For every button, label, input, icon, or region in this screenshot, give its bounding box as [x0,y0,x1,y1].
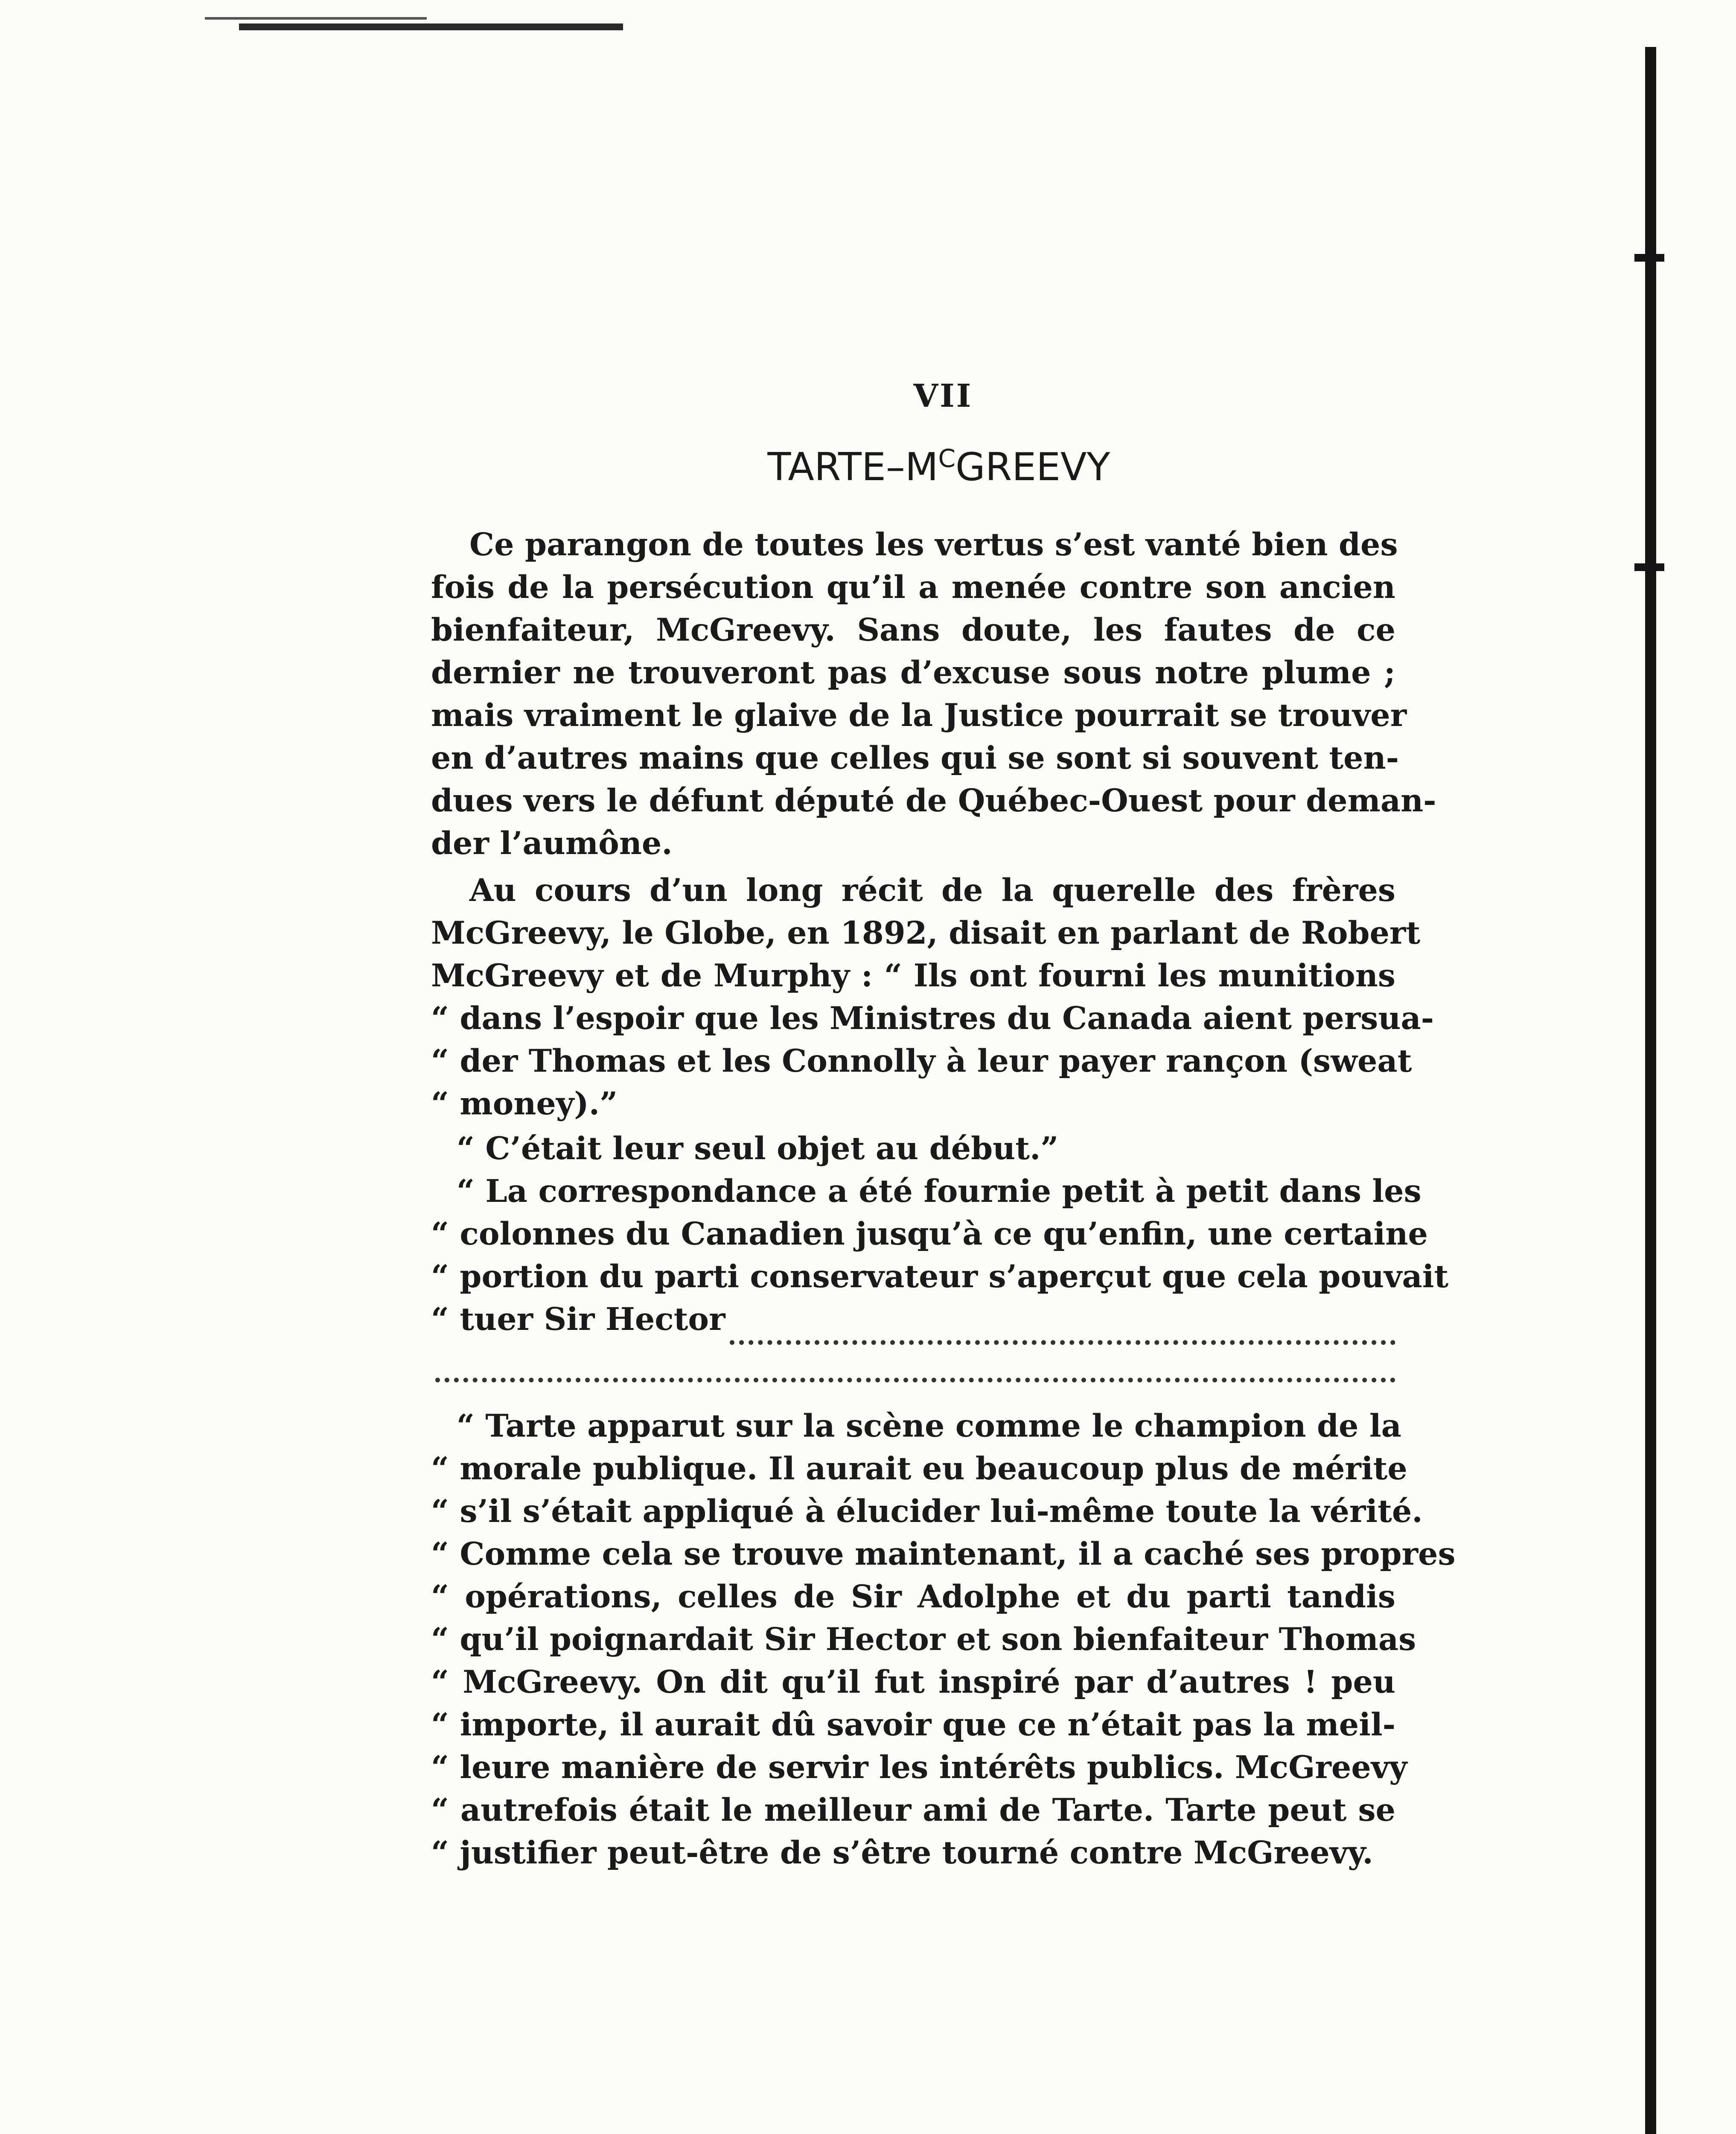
text-line: “ justifier peut-être de s’être tourné contre McGreevy. [431,1834,1373,1871]
text-line: fois de la persécution qu’il a menée contre son ancien [431,569,1395,606]
text-line: dernier ne trouveront pas d’excuse sous notre plume ; [431,654,1395,691]
binding-notch [1634,563,1664,571]
text-line: Ce parangon de toutes les vertus s’est vanté bien des [469,526,1398,563]
text-line: “ Comme cela se trouve maintenant, il a caché ses propres [431,1536,1456,1572]
text-line: “ La correspondance a été fournie petit à petit dans les [457,1173,1421,1210]
ellipsis-line [730,1340,1395,1345]
text-line: “ colonnes du Canadien jusqu’à ce qu’enfin, une certaine [431,1216,1428,1252]
top-edge-rule [239,23,623,30]
text-line: “ leure manière de servir les intérêts publics. McGreevy [431,1749,1407,1786]
text-line: “ dans l’espoir que les Ministres du Canada aient persua- [431,1000,1434,1037]
text-line: dues vers le défunt député de Québec-Ouest pour deman- [431,782,1436,819]
text-line: “ s’il s’était appliqué à élucider lui-même toute la vérité. [431,1493,1423,1530]
text-line: “ qu’il poignardait Sir Hector et son bienfaiteur Thomas [431,1621,1416,1658]
text-line: “ tuer Sir Hector [431,1301,725,1338]
text-line: “ Tarte apparut sur la scène comme le champion de la [457,1408,1401,1444]
text-line: “ portion du parti conservateur s’aperçut que cela pouvait [431,1258,1449,1295]
text-line: mais vraiment le glaive de la Justice pourrait se trouver [431,697,1407,734]
text-line: McGreevy, le Globe, en 1892, disait en parlant de Robert [431,915,1421,951]
text-line: der l’aumône. [431,825,673,862]
chapter-title: TARTE–$M^CGREEVY$ [767,444,1110,490]
text-line: Au cours d’un long récit de la querelle des frères [469,872,1395,909]
text-line: “ McGreevy. On dit qu’il fut inspiré par d’autres ! peu [431,1664,1395,1700]
text-line: “ C’était leur seul objet au début.” [457,1130,1059,1167]
top-edge-mark [205,17,427,20]
ellipsis-line [435,1378,1395,1382]
text-line: McGreevy et de Murphy : “ Ils ont fourni les munitions [431,957,1395,994]
text-line: “ der Thomas et les Connolly à leur payer rançon (sweat [431,1043,1412,1079]
chapter-number: VII [913,378,973,414]
text-line: “ money).” [431,1085,618,1122]
text-line: “ autrefois était le meilleur ami de Tarte. Tarte peut se [431,1792,1395,1828]
text-line: bienfaiteur, McGreevy. Sans doute, les fautes de ce [431,612,1395,648]
text-line: “ importe, il aurait dû savoir que ce n’était pas la meil- [431,1706,1395,1743]
text-line: “ morale publique. Il aurait eu beaucoup plus de mérite [431,1450,1407,1487]
text-line: en d’autres mains que celles qui se sont si souvent ten- [431,740,1399,776]
text-line: “ opérations, celles de Sir Adolphe et du parti tandis [431,1578,1395,1615]
binding-notch [1634,254,1664,262]
page-binding-edge [1645,47,1656,2134]
